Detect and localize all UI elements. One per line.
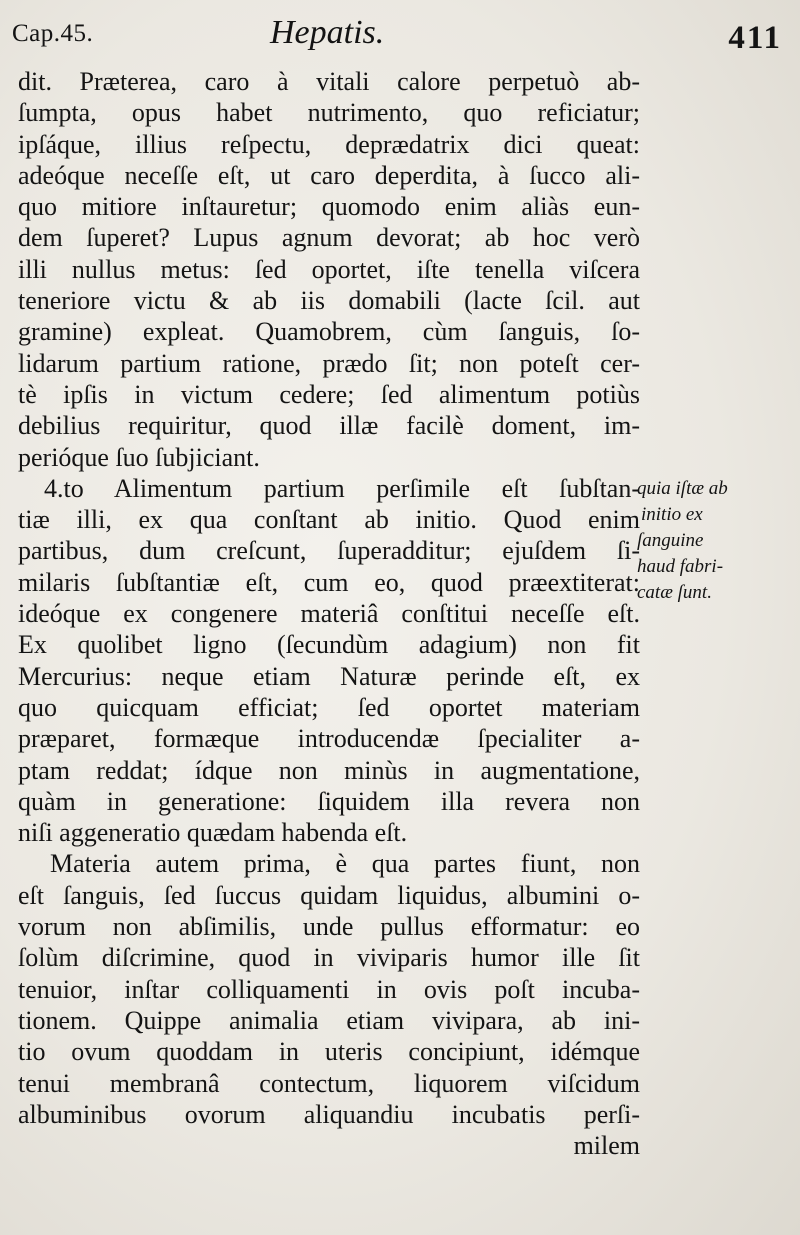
- running-title: Hepatis.: [270, 14, 385, 51]
- text-line: illi nullus metus: ſed oportet, iſte tenella viſcera: [18, 254, 640, 284]
- text-line: vorum non abſimilis, unde pullus efformatur: eo: [18, 912, 640, 942]
- text-line: lidarum partium ratione, prædo ſit; non poteſt cer-: [18, 348, 640, 378]
- text-line: dem ſuperet? Lupus agnum devorat; ab hoc verò: [18, 223, 640, 253]
- text-line: Ex quolibet ligno (ſecundùm adagium) non fit: [18, 630, 640, 660]
- text-line: gramine) expleat. Quamobrem, cùm ſanguis, ſo-: [18, 317, 640, 347]
- text-line: partibus, dum creſcunt, ſuperadditur; ejuſdem ſi-: [18, 536, 640, 566]
- text-line: perióque ſuo ſubjiciant.: [18, 442, 260, 472]
- running-header: [12, 14, 782, 64]
- text-line: tè ipſis in victum cedere; ſed alimentum potiùs: [18, 379, 640, 409]
- page-number: 411: [728, 20, 782, 56]
- text-line: ideóque ex congenere materiâ conſtitui neceſſe eſt.: [18, 599, 640, 629]
- margin-note: [637, 476, 797, 606]
- text-line: Materia autem prima, è qua partes fiunt, non: [50, 849, 640, 879]
- margin-note-line: haud fabri-: [637, 556, 724, 577]
- text-line: albuminibus ovorum aliquandiu incubatis perſi-: [18, 1099, 640, 1129]
- text-line: tenui membranâ contectum, liquorem viſcidum: [18, 1068, 640, 1098]
- text-line: Mercurius: neque etiam Naturæ perinde eſt, ex: [18, 661, 640, 691]
- margin-note-line: initio ex: [641, 504, 703, 525]
- text-line: teneriore victu & ab iis domabili (lacte ſcil. aut: [18, 286, 640, 316]
- text-line: quo mitiore inſtauretur; quomodo enim aliàs eun-: [18, 192, 640, 222]
- margin-note-line: quia iſtæ ab: [637, 478, 728, 499]
- text-line: 4.to Alimentum partium perſimile eſt ſubſtan-: [44, 473, 640, 503]
- text-line: tionem. Quippe animalia etiam vivipara, ab ini-: [18, 1005, 640, 1035]
- body-text: [18, 66, 640, 1161]
- text-line: ipſáque, illius reſpectu, deprædatrix dici queat:: [18, 129, 640, 159]
- text-line: milaris ſubſtantiæ eſt, cum eo, quod præextiterat:: [18, 567, 640, 597]
- text-line: debilius requiritur, quod illæ facilè doment, im-: [18, 411, 640, 441]
- chapter-label: Cap.45.: [12, 20, 94, 47]
- text-line: ſolùm diſcrimine, quod in viviparis humor ille ſit: [18, 943, 640, 973]
- text-line: præparet, formæque introducendæ ſpecialiter a-: [18, 724, 640, 754]
- text-line: tio ovum quoddam in uteris concipiunt, idémque: [18, 1037, 640, 1067]
- margin-note-line: catæ ſunt.: [637, 582, 712, 603]
- text-line: ſumpta, opus habet nutrimento, quo reficiatur;: [18, 98, 640, 128]
- text-line: tenuior, inſtar colliquamenti in ovis poſt incuba-: [18, 974, 640, 1004]
- catchword: milem: [573, 1131, 640, 1161]
- text-line: tiæ illi, ex qua conſtant ab initio. Quod enim: [18, 505, 640, 535]
- text-line: ptam reddat; ídque non minùs in augmentatione,: [18, 755, 640, 785]
- text-line: adeóque neceſſe eſt, ut caro deperdita, à ſucco ali-: [18, 160, 640, 190]
- margin-note-line: ſanguine: [637, 530, 704, 551]
- text-line: niſi aggeneratio quædam habenda eſt.: [18, 818, 408, 848]
- text-line: eſt ſanguis, ſed ſuccus quidam liquidus, albumini o-: [18, 880, 640, 910]
- text-line: quàm in generatione: ſiquidem illa revera non: [18, 786, 640, 816]
- text-line: dit. Præterea, caro à vitali calore perpetuò ab-: [18, 67, 640, 96]
- text-line: quo quicquam efficiat; ſed oportet materiam: [18, 692, 640, 722]
